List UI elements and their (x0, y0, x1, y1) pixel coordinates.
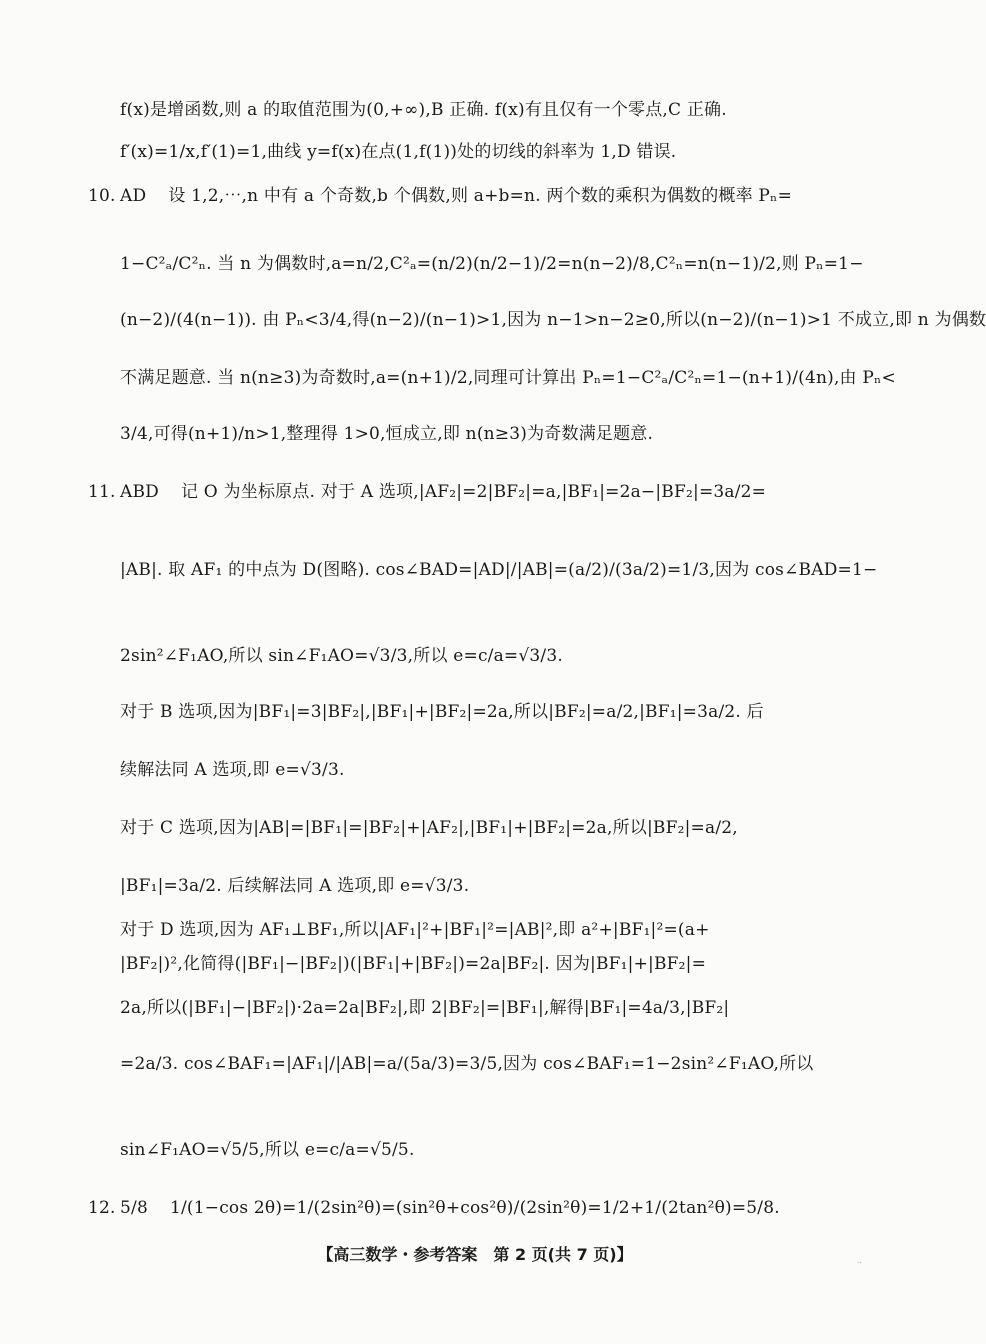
text-line: |BF₂|)²,化简得(|BF₁|−|BF₂|)(|BF₁|+|BF₂|)=2a|BF₂|. 因为|BF₁|+|BF₂|= (120, 954, 707, 974)
text-line: f′(x)=1/x,f′(1)=1,曲线 y=f(x)在点(1,f(1))处的切线的斜率为 1,D 错误. (120, 142, 677, 162)
answer-key: ABD (120, 482, 159, 502)
question-number: 11. (88, 482, 116, 502)
text-line: 续解法同 A 选项,即 e=√3/3. (120, 760, 345, 780)
question-item (88, 184, 860, 208)
text-line: |AB|. 取 AF₁ 的中点为 D(图略). cos∠BAD=|AD|/|AB|=(a/2)/(3a/2)=1/3,因为 cos∠BAD=1− (120, 560, 878, 580)
question-item (88, 480, 860, 504)
text-line: f(x)是增函数,则 a 的取值范围为(0,+∞),B 正确. f(x)有且仅有一个零点,C 正确. (120, 100, 727, 120)
text-line: 不满足题意. 当 n(n≥3)为奇数时,a=(n+1)/2,同理可计算出 Pₙ=1−C²ₐ/C²ₙ=1−(n+1)/(4n),由 Pₙ< (120, 368, 897, 388)
solution-text: 1/(1−cos 2θ)=1/(2sin²θ)=(sin²θ+cos²θ)/(2sin²θ)=1/2+1/(2tan²θ)=5/8. (169, 1198, 780, 1218)
solution-text: 设 1,2,⋯,n 中有 a 个奇数,b 个偶数,则 a+b=n. 两个数的乘积为偶数的概率 Pₙ= (168, 186, 793, 206)
answer-key: AD (120, 186, 147, 206)
answer-key: 5/8 (120, 1198, 148, 1218)
text-line: 对于 B 选项,因为|BF₁|=3|BF₂|,|BF₁|+|BF₂|=2a,所以|BF₂|=a/2,|BF₁|=3a/2. 后 (120, 702, 764, 722)
text-line: (n−2)/(4(n−1)). 由 Pₙ<3/4,得(n−2)/(n−1)>1,因为 n−1>n−2≥0,所以(n−2)/(n−1)>1 不成立,即 n 为偶数 (120, 310, 986, 330)
text-line: 对于 C 选项,因为|AB|=|BF₁|=|BF₂|+|AF₂|,|BF₁|+|BF₂|=2a,所以|BF₂|=a/2, (120, 818, 738, 838)
text-line: 2a,所以(|BF₁|−|BF₂|)·2a=2a|BF₂|,即 2|BF₂|=|BF₁|,解得|BF₁|=4a/3,|BF₂| (120, 998, 730, 1018)
question-item (88, 1196, 860, 1220)
page-footer: 【高三数学・参考答案 第 2 页(共 7 页)】 (317, 1245, 633, 1264)
text-line: 2sin²∠F₁AO,所以 sin∠F₁AO=√3/3,所以 e=c/a=√3/3. (120, 646, 563, 666)
question-number: 12. (88, 1198, 116, 1218)
text-line: sin∠F₁AO=√5/5,所以 e=c/a=√5/5. (120, 1140, 415, 1160)
solution-text: 记 O 为坐标原点. 对于 A 选项,|AF₂|=2|BF₂|=a,|BF₁|=2a−|BF₂|=3a/2= (181, 482, 767, 502)
text-line: 对于 D 选项,因为 AF₁⊥BF₁,所以|AF₁|²+|BF₁|²=|AB|²,即 a²+|BF₁|²=(a+ (120, 920, 710, 940)
text-line: 1−C²ₐ/C²ₙ. 当 n 为偶数时,a=n/2,C²ₐ=(n/2)(n/2−1)/2=n(n−2)/8,C²ₙ=n(n−1)/2,则 Pₙ=1− (120, 254, 864, 274)
text-line: 3/4,可得(n+1)/n>1,整理得 1>0,恒成立,即 n(n≥3)为奇数满足题意. (120, 424, 654, 444)
text-line: =2a/3. cos∠BAF₁=|AF₁|/|AB|=a/(5a/3)=3/5,因为 cos∠BAF₁=1−2sin²∠F₁AO,所以 (120, 1054, 814, 1074)
question-number: 10. (88, 186, 116, 206)
corner-mark: .. (856, 1256, 862, 1265)
text-line: |BF₁|=3a/2. 后续解法同 A 选项,即 e=√3/3. (120, 876, 470, 896)
